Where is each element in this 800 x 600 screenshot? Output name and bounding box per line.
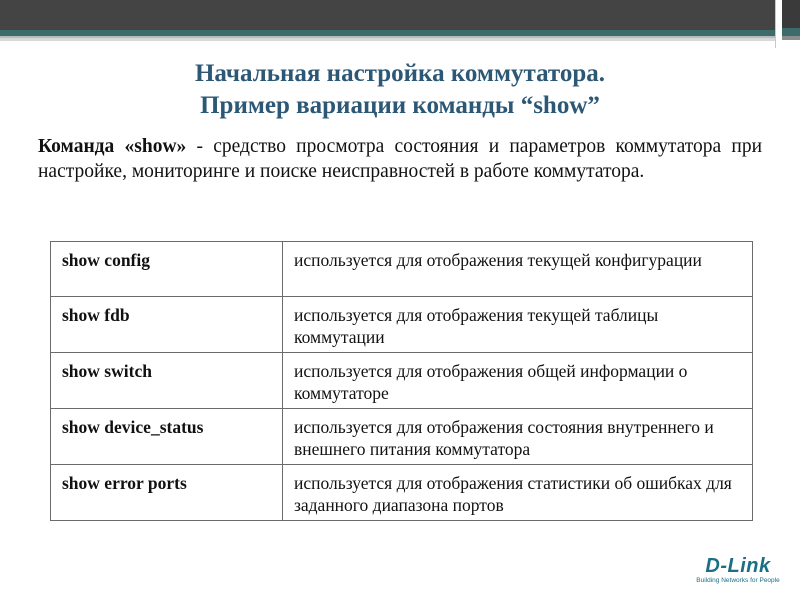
command-cell: show device_status <box>51 409 283 465</box>
table-row <box>51 353 753 409</box>
intro-text: - средство просмотра состояния и параметров коммутатора при настройке, мониторинге и поиске неисправностей в работе коммутатора. <box>38 136 763 182</box>
table-row <box>51 465 753 521</box>
header-corner-decoration <box>775 0 800 48</box>
table-row <box>51 297 753 353</box>
slide-title-line-2: Пример вариации команды “show” <box>200 92 600 119</box>
top-header-bar <box>0 0 800 30</box>
description-cell: используется для отображения состояния внутреннего и внешнего питания коммутатора <box>282 409 752 465</box>
slide-title-line-1: Начальная настройка коммутатора. <box>194 60 606 87</box>
command-cell: show fdb <box>51 297 283 353</box>
slide-title <box>0 58 800 122</box>
intro-paragraph <box>38 134 762 184</box>
description-cell: используется для отображения статистики об ошибках для заданного диапазона портов <box>282 465 752 521</box>
intro-bold-term: Команда «show» <box>38 136 187 157</box>
table-row <box>51 242 753 297</box>
command-cell: show error ports <box>51 465 283 521</box>
dlink-logo <box>690 556 786 585</box>
logo-tagline: Building Networks for People <box>696 577 780 584</box>
table-row <box>51 409 753 465</box>
description-cell: используется для отображения текущей конфигурации <box>282 242 752 297</box>
logo-name: D-Link <box>705 555 771 577</box>
header-light-stripe <box>0 38 800 41</box>
command-table <box>50 241 753 521</box>
command-cell: show switch <box>51 353 283 409</box>
description-cell: используется для отображения текущей таблицы коммутации <box>282 297 752 353</box>
command-cell: show config <box>51 242 283 297</box>
description-cell: используется для отображения общей информации о коммутаторе <box>282 353 752 409</box>
